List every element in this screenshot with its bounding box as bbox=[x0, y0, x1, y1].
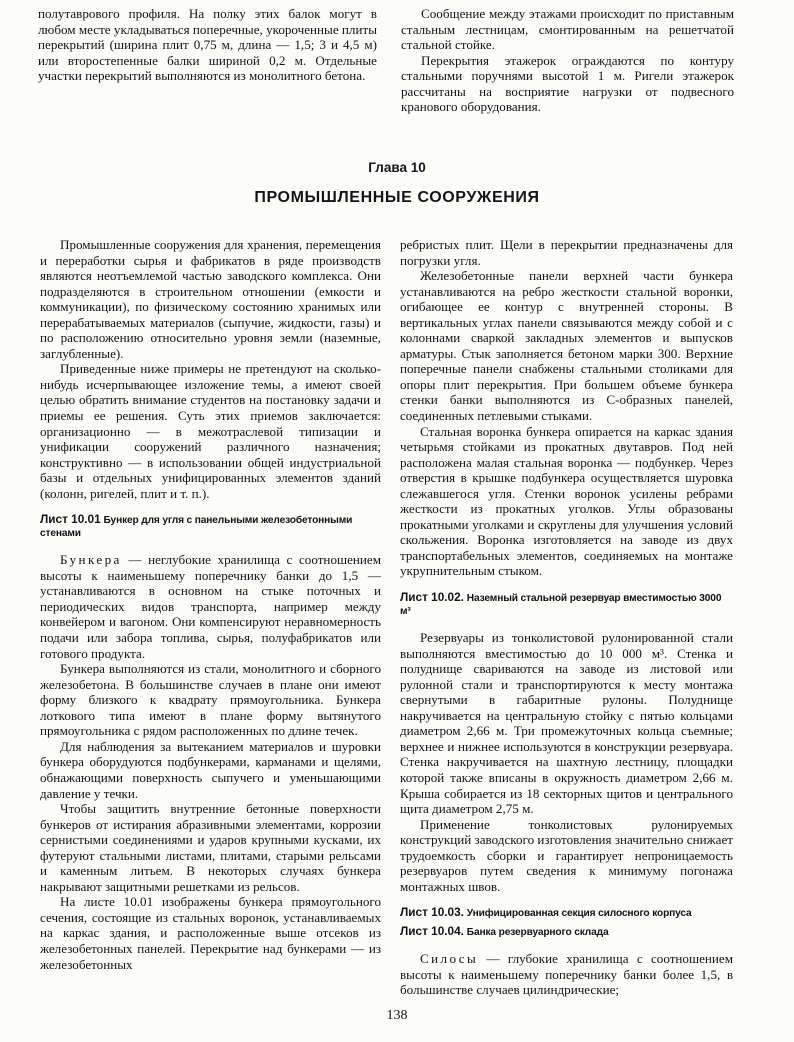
term-silos: Силосы bbox=[420, 951, 479, 967]
body-paragraph: Для наблюдения за вытеканием материалов и шуровки бункера оборудуются подбункерами, карманами и щелями, обнажающими поверхность сыпучего и уменьшающими давление у течки. bbox=[40, 738, 381, 801]
sheet-number: Лист 10.04. bbox=[400, 923, 464, 938]
paragraph-text: — неглубокие хранилища с соотношением высоты к наименьшему поперечнику банки до 1,5 — устанавливаются в основном на стыке поточных и периодических видов транспорта, например между конвейером и вагоном. Они компенсируют неравномерность подачи или забора топлива, сырья, полуфабрикатов или готового продукта. bbox=[40, 552, 381, 661]
body-paragraph: Приведенные ниже примеры не претендуют на сколько-нибудь исчерпывающее изложение темы, а имеют своей целью обратить внимание студентов на постановку задачи и приемы ее решения. Суть этих приемов заключается: организационно — в межотраслевой типизации и унификации сооружений различного назначения; конструктивно — в использовании общей индустриальной базы и отдельных унифицированных элементов зданий (колонн, ригелей, плит и т. п.). bbox=[40, 361, 381, 501]
body-paragraph: ребристых плит. Щели в перекрытии предназначены для погрузки угля. bbox=[400, 237, 733, 268]
body-paragraph: Стальная воронка бункера опирается на каркас здания четырьмя стойками из прокатных двутавров. Под ней расположена малая стальная воронка — подбункер. Через отверстия в крышке подбункера осуществляется шуровка слежавшегося угля. Стенки воронок усилены ребрами жесткости из прокатных уголков. Углы образованы прокатными уголками и скруглены для улучшения условий скольжения. Воронка изготовляется на заводе из двух транспортабельных элементов, соединяемых на монтаже укрупнительным стыком. bbox=[400, 423, 733, 579]
chapter-label: Глава 10 bbox=[368, 160, 426, 175]
top-right-column bbox=[401, 6, 734, 115]
body-paragraph: Перекрытия этажерок ограждаются по контуру стальными поручнями высотой 1 м. Ригели этажерок рассчитаны на восприятие нагрузки от подвесного кранового оборудования. bbox=[401, 52, 734, 115]
sheet-heading-10-01 bbox=[40, 513, 381, 540]
sheet-number: Лист 10.01 bbox=[40, 512, 101, 527]
body-paragraph: Чтобы защитить внутренние бетонные поверхности бункеров от истирания абразивными элементами, коррозии сернистыми соединениями и ударов крупными кусками, их футеруют стальными листами, плитами, старыми рельсами и каменным литьем. В некоторых случаях бункера накрывают защитными решетками из рельсов. bbox=[40, 801, 381, 894]
body-paragraph: Бункера выполняются из стали, монолитного и сборного железобетона. В большинстве случаев в плане они имеют форму близкого к квадрату прямоугольника. Бункера лоткового типа имеют в плане форму вытянутого прямоугольника с рядом расположенных по длине течек. bbox=[40, 661, 381, 739]
sheet-heading-10-04 bbox=[400, 925, 733, 940]
sheet-heading-10-02 bbox=[400, 591, 733, 618]
sheet-description: Наземный стальной резервуар вместимостью 3000 м³ bbox=[400, 593, 722, 617]
body-paragraph: Резервуары из тонколистовой рулонированной стали выполняются вместимостью до 10 000 м³. Стенка и полуднище свариваются на заводе из листовой или рулонной стали и транспортируются к месту монтажа свернутыми в габаритные рулоны. Полуднище накручивается на центральную стойку с пятью кольцами диаметром 2,66 м. Три промежуточных кольца съемные; верхнее и нижнее используются в конструкции резервуара. Стенка накручивается на шахтную лестницу, площадки которой также вписаны в окружность диаметром 2,66 м. Крыша собирается из 18 секторных щитов и центрального щита диаметром 2,75 м. bbox=[400, 630, 733, 817]
body-paragraph: полутаврового профиля. На полку этих балок могут в любом месте укладываться поперечные, укороченные плиты перекрытий (ширина плит 0,75 м, длина — 1,5; 3 и 4,5 м) или второстепенные балки шириной 0,2 м. Отдельные участки перекрытий выполняются из монолитного бетона. bbox=[38, 6, 377, 84]
body-paragraph: На листе 10.01 изображены бункера прямоугольного сечения, состоящие из стальных воронок, устанавливаемых на каркас здания, и расположенные выше отсеков из железобетонных панелей. Перекрытие над бункерами — из железобетонных bbox=[40, 894, 381, 972]
sheet-heading-10-03 bbox=[400, 906, 733, 921]
sheet-description: Бункер для угля с панельными железобетонными стенами bbox=[40, 515, 353, 539]
sheet-description: Банка резервуарного склада bbox=[466, 926, 609, 938]
body-paragraph bbox=[40, 552, 381, 661]
body-paragraph: Железобетонные панели верхней части бункера устанавливаются на ребро жесткости стальной воронки, огибающее ее контур с внутренней стороны. В вертикальных углах панели связываются между собой и с колоннами сваркой закладных элементов и выпусков арматуры. Стык заполняется бетоном марки 300. Верхние поперечные панели снабжены стальными столиками для опоры плит перекрытия. При большем объеме бункера стенки банки выполняются из С-образных панелей, соединенных петлевыми стыками. bbox=[400, 268, 733, 424]
chapter-title: ПРОМЫШЛЕННЫЕ СООРУЖЕНИЯ bbox=[254, 189, 540, 206]
sheet-number: Лист 10.02. bbox=[400, 590, 464, 605]
sheet-number: Лист 10.03. bbox=[400, 905, 464, 920]
body-paragraph: Сообщение между этажами происходит по приставным стальным лестницам, смонтированным на решетчатой стальной стойке. bbox=[401, 6, 734, 53]
right-column bbox=[400, 237, 733, 998]
page-number: 138 bbox=[386, 1008, 408, 1023]
body-paragraph bbox=[400, 951, 733, 998]
paragraph-text: — глубокие хранилища с соотношением высоты к наименьшему поперечнику банки более 1,5, в большинстве случаев цилиндрические; bbox=[400, 951, 733, 998]
sheet-description: Унифицированная секция силосного корпуса bbox=[466, 908, 692, 920]
body-paragraph: Промышленные сооружения для хранения, перемещения и переработки сырья и фабрикатов в ряде производств являются неотъемлемой частью заводского комплекса. Они подразделяются в строительном отношении (емкости и коммуникации), по физическому состоянию хранимых или перерабатываемых материалов (сыпучие, жидкости, газы) и по расположению относительно уровня земли (наземные, заглубленные). bbox=[40, 237, 381, 361]
body-paragraph: Применение тонколистовых рулонируемых конструкций заводского изготовления значительно снижает трудоемкость сборки и гарантирует непроницаемость резервуаров путем сведения к минимуму погонажа монтажных швов. bbox=[400, 816, 733, 894]
top-left-column bbox=[38, 6, 377, 84]
term-bunkers: Бункера bbox=[60, 552, 122, 568]
left-column bbox=[40, 237, 381, 972]
